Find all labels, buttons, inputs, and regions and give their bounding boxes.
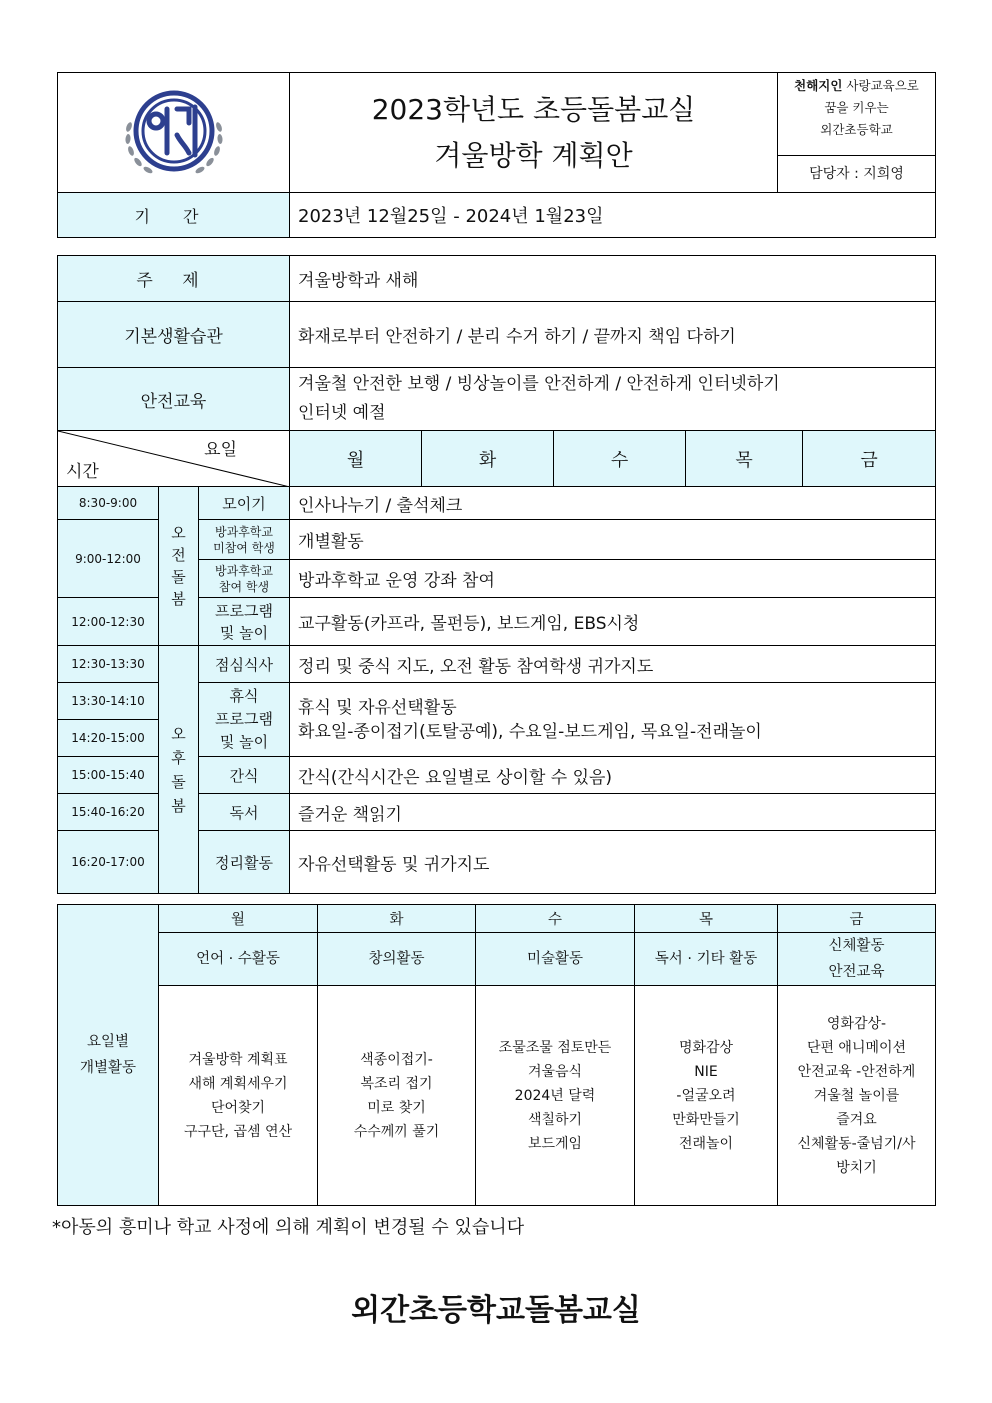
motto-cell [778, 73, 936, 193]
weekly-day-mon: 월 [159, 905, 318, 933]
day-thu: 목 [686, 431, 803, 487]
act-afterschool: 방과후학교 참여 학생 [199, 560, 290, 598]
time-0830: 8:30-9:00 [58, 487, 159, 520]
header-table [57, 72, 936, 238]
weekly-day-thu: 목 [635, 905, 778, 933]
schedule-table [57, 255, 936, 894]
desc-individual: 개별활동 [290, 520, 936, 560]
manager-name: 담당자 : 지희영 [809, 166, 904, 182]
desc-afterschool: 방과후학교 운영 강좌 참여 [290, 560, 936, 598]
act-gather: 모이기 [199, 487, 290, 520]
act-cleanup: 정리활동 [199, 831, 290, 894]
weekly-detail-fri: 영화감상- 단편 애니메이션 안전교육 -안전하게 겨울철 놀이를 즐겨요 신체활동-줄넘기/사 방치기 [778, 986, 936, 1206]
weekly-cat-tue: 창의활동 [318, 933, 476, 986]
safety-label: 안전교육 [58, 368, 290, 431]
footer-school-name: 외간초등학교돌봄교실 [351, 1293, 641, 1328]
morning-section: 오 전 돌 봄 [159, 487, 199, 646]
period-label: 기 간 [58, 193, 290, 238]
desc-program-am: 교구활동(카프라, 몰펀등), 보드게임, EBS시청 [290, 598, 936, 646]
school-logo-icon [119, 81, 229, 181]
time-1620: 16:20-17:00 [58, 831, 159, 894]
weekly-day-fri: 금 [778, 905, 936, 933]
motto-line3: 외간초등학교 [820, 122, 893, 137]
corner-day-label: 요일 [204, 440, 238, 460]
desc-rest-line1: 휴식 및 자유선택활동 [298, 697, 457, 718]
time-1500: 15:00-15:40 [58, 757, 159, 794]
weekly-cat-mon: 언어 · 수활동 [159, 933, 318, 986]
day-mon: 월 [290, 431, 422, 487]
act-lunch: 점심식사 [199, 646, 290, 683]
motto-bold: 천해지인 [794, 78, 843, 93]
desc-lunch: 정리 및 중식 지도, 오전 활동 참여학생 귀가지도 [290, 646, 936, 683]
title-cell [290, 73, 778, 193]
habit-value: 화재로부터 안전하기 / 분리 수거 하기 / 끝까지 책임 다하기 [290, 302, 936, 368]
motto-line1: 사랑교육으로 [846, 78, 919, 93]
safety-line2: 인터넷 예절 [298, 403, 386, 423]
weekly-detail-thu: 명화감상 NIE -얼굴오려 만화만들기 전래놀이 [635, 986, 778, 1206]
day-fri: 금 [803, 431, 936, 487]
weekly-side-label: 요일별 개별활동 [58, 905, 159, 1206]
afternoon-section: 오 후 돌 봄 [159, 646, 199, 894]
act-reading: 독서 [199, 794, 290, 831]
day-wed: 수 [554, 431, 686, 487]
weekly-detail-wed: 조물조물 점토만든 겨울음식 2024년 달력 색칠하기 보드게임 [476, 986, 635, 1206]
weekly-detail-mon: 겨울방학 계획표 새해 계획세우기 단어찾기 구구단, 곱셈 연산 [159, 986, 318, 1206]
plan-title-line2: 겨울방학 계획안 [434, 138, 633, 172]
safety-value [290, 368, 936, 431]
desc-reading: 즐거운 책읽기 [290, 794, 936, 831]
corner-header [58, 431, 290, 487]
time-1200: 12:00-12:30 [58, 598, 159, 646]
weekly-cat-thu: 독서 · 기타 활동 [635, 933, 778, 986]
theme-value: 겨울방학과 새해 [290, 256, 936, 302]
logo-cell [58, 73, 290, 193]
weekly-day-wed: 수 [476, 905, 635, 933]
safety-line1: 겨울철 안전한 보행 / 빙상놀이를 안전하게 / 안전하게 인터넷하기 [298, 374, 780, 394]
act-rest-program: 휴식 프로그램 및 놀이 [199, 683, 290, 757]
desc-rest-line2: 화요일-종이접기(토탈공예), 수요일-보드게임, 목요일-전래놀이 [298, 721, 762, 742]
weekly-activities-table [57, 904, 936, 1206]
time-1540: 15:40-16:20 [58, 794, 159, 831]
desc-cleanup: 자유선택활동 및 귀가지도 [290, 831, 936, 894]
motto-line2: 꿈을 키우는 [824, 100, 889, 115]
theme-label: 주 제 [58, 256, 290, 302]
act-non-afterschool: 방과후학교 미참여 학생 [199, 520, 290, 560]
time-1230: 12:30-13:30 [58, 646, 159, 683]
corner-time-label: 시간 [66, 462, 99, 482]
time-1330: 13:30-14:10 [58, 683, 159, 720]
time-1420: 14:20-15:00 [58, 720, 159, 757]
desc-gather: 인사나누기 / 출석체크 [290, 487, 936, 520]
act-program-am: 프로그램 및 놀이 [199, 598, 290, 646]
desc-snack: 간식(간식시간은 요일별로 상이할 수 있음) [290, 757, 936, 794]
time-0900: 9:00-12:00 [58, 520, 159, 598]
change-note: *아동의 흥미나 학교 사정에 의해 계획이 변경될 수 있습니다 [52, 1217, 525, 1238]
weekly-cat-wed: 미술활동 [476, 933, 635, 986]
weekly-cat-fri: 신체활동 안전교육 [778, 933, 936, 986]
day-tue: 화 [422, 431, 554, 487]
plan-title-line1: 2023학년도 초등돌봄교실 [371, 92, 696, 126]
desc-rest-program [290, 683, 936, 757]
act-snack: 간식 [199, 757, 290, 794]
weekly-day-tue: 화 [318, 905, 476, 933]
habit-label: 기본생활습관 [58, 302, 290, 368]
period-value: 2023년 12월25일 - 2024년 1월23일 [290, 193, 936, 238]
weekly-detail-tue: 색종이접기- 복조리 접기 미로 찾기 수수께끼 풀기 [318, 986, 476, 1206]
